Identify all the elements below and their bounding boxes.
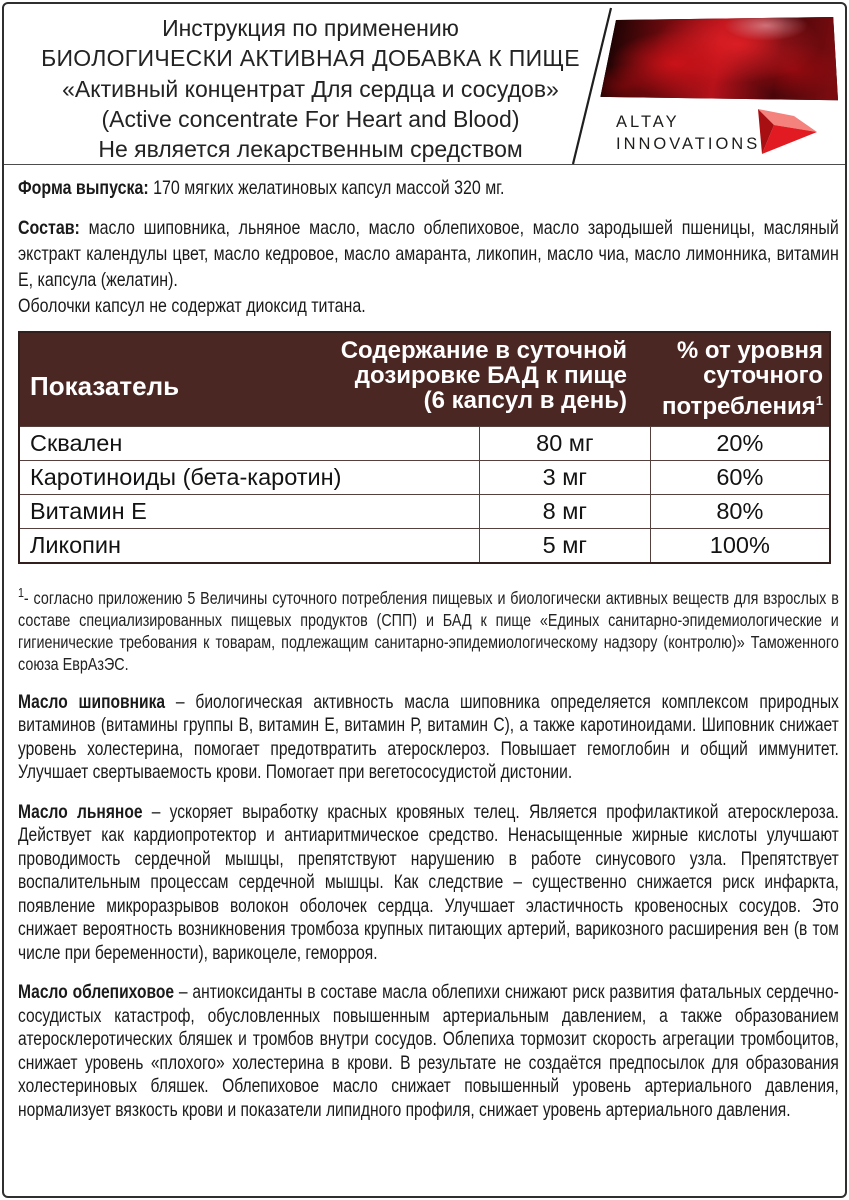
row-percent: 100% xyxy=(650,529,829,563)
composition-text: масло шиповника, льняное масло, масло облепиховое, масло зародышей пшеницы, масляный экстракт календулы цвет, масло кедровое, масло амаранта, ликопин, масло чиа, масло лимонника, витамин Е, капсула (желатин). xyxy=(18,217,839,291)
release-form-line xyxy=(18,175,839,201)
paragraph-label: Масло облепиховое xyxy=(18,982,175,1004)
page-border-frame xyxy=(2,2,847,1198)
col-header-line: суточного xyxy=(703,362,823,389)
table-row xyxy=(20,427,829,461)
footnote-text: - согласно приложению 5 Величины суточного потребления пищевых и биологически активных веществ для взрослых в составе специализированных пищевых продуктов (СПП) и БАД к пище «Единых санитарно-эпидемиологические и гигиенические требования к товарам, подлежащим санитарно-эпидемиологическому надзору (контролю)» Таможенного союза ЕврАзЭС. xyxy=(18,587,839,674)
header-title-block xyxy=(18,4,603,165)
row-percent: 20% xyxy=(650,427,829,461)
paragraph-text: – биологическая активность масла шиповника определяется комплексом природных витаминов (витамины группы В, витамин Е, витамин Р, витамин С), а также каротиноидами. Шиповник снижает уровень холестерина, помогает предотвратить атеросклероз. Повышает гемоглобин и общий иммунитет. Улучшает свертываемость крови. Помогает при вегетососудистой дистонии. xyxy=(18,691,839,784)
paragraph-label: Масло шиповника xyxy=(18,691,166,713)
col-header-daily-dosage xyxy=(322,338,627,419)
title-line-product-name-en: (Active concentrate For Heart and Blood) xyxy=(101,106,520,132)
title-line-usage: Инструкция по применению xyxy=(162,15,459,41)
title-line-not-medicine: Не является лекарственным средством xyxy=(98,136,523,162)
row-name: Каротиноиды (бета-каротин) xyxy=(20,461,480,495)
footnote xyxy=(18,582,839,675)
row-amount: 80 мг xyxy=(480,427,651,461)
col-header-indicator: Показатель xyxy=(30,371,180,401)
footnote-marker: 1 xyxy=(815,393,823,408)
row-amount: 5 мг xyxy=(480,529,651,563)
table-row xyxy=(20,529,829,563)
paragraph-seabuckthorn-oil xyxy=(18,981,839,1122)
col-header-line: Содержание в суточной xyxy=(340,337,627,364)
table-row xyxy=(20,495,829,529)
paragraph-text: – ускоряет выработку красных кровяных телец. Является профилактикой атеросклероза. Действует как кардиопротектор и антиаритмическое средство. Ненасыщенные жирные кислоты улучшают проводимость сердечной мышцы, препятствуют нарушению в работе синусового узла. Препятствует воспалительным процессам сердечной мышцы. Как следствие – существенно снижается риск инфаркта, появление микроразрывов волокон оболочек сердца. Улучшает эластичность кровеносных сосудов. Это снижает вероятность возникновения тромбоза крупных питающих артерий, варикозного расширения вен (в том числе при беременности), варикоцеле, геморроя. xyxy=(18,801,839,964)
title-line-supplement: БИОЛОГИЧЕСКИ АКТИВНАЯ ДОБАВКА К ПИЩЕ xyxy=(41,45,580,71)
red-liquid-image xyxy=(598,17,838,102)
paragraph-rosehip-oil xyxy=(18,691,839,785)
capsule-shell-note: Оболочки капсул не содержат диоксид титана. xyxy=(18,295,366,317)
row-name: Сквален xyxy=(20,427,480,461)
paragraph-text: – антиоксиданты в составе масла облепихи снижают риск развития фатальных сердечно-сосудистых катастроф, обусловленных повышенным артериальным давлением, а также образованием атеросклеротических бляшек и тромбов внутри сосудов. Облепиха тормозит скорость агрегации тромбоцитов, снижает уровень «плохого» холестерина в крови. В результате не создаётся предпосылок для образования холестериновых бляшек. Облепиховое масло снижает повышенный уровень артериального давления, нормализует вязкость крови и показатели липидного профиля, снижает уровень артериального давления. xyxy=(18,982,839,1121)
header xyxy=(4,4,845,165)
col-header-line: % от уровня xyxy=(676,337,823,364)
release-form-label: Форма выпуска: xyxy=(18,177,149,199)
col-header-daily-percent xyxy=(627,338,823,419)
row-percent: 80% xyxy=(650,495,829,529)
brand-logo-text xyxy=(616,111,760,155)
paragraph-label: Масло льняное xyxy=(18,801,143,823)
table-body xyxy=(20,426,829,562)
table-row xyxy=(20,461,829,495)
footnote-marker: 1 xyxy=(18,585,24,600)
composition-paragraph xyxy=(18,215,839,293)
brand-arrow-icon xyxy=(758,109,817,154)
paragraph-flaxseed-oil xyxy=(18,801,839,966)
nutrients-table xyxy=(18,331,831,564)
row-name: Витамин Е xyxy=(20,495,480,529)
composition-label: Состав: xyxy=(18,217,80,239)
row-percent: 60% xyxy=(650,461,829,495)
row-amount: 3 мг xyxy=(480,461,651,495)
title-line-product-name-ru: «Активный концентрат Для сердца и сосудов» xyxy=(62,76,559,102)
row-amount: 8 мг xyxy=(480,495,651,529)
table-header-row xyxy=(20,333,829,426)
col-header-line: дозировке БАД к пище xyxy=(354,362,627,389)
release-form-text: 170 мягких желатиновых капсул массой 320 мг. xyxy=(148,177,505,199)
brand-line-altay: ALTAY xyxy=(616,113,680,131)
row-name: Ликопин xyxy=(20,529,480,563)
col-header-line: (6 капсул в день) xyxy=(423,387,627,414)
col-header-line: потребления$^1$ xyxy=(662,393,823,420)
brand-line-innovations: INNOVATIONS xyxy=(616,135,761,153)
